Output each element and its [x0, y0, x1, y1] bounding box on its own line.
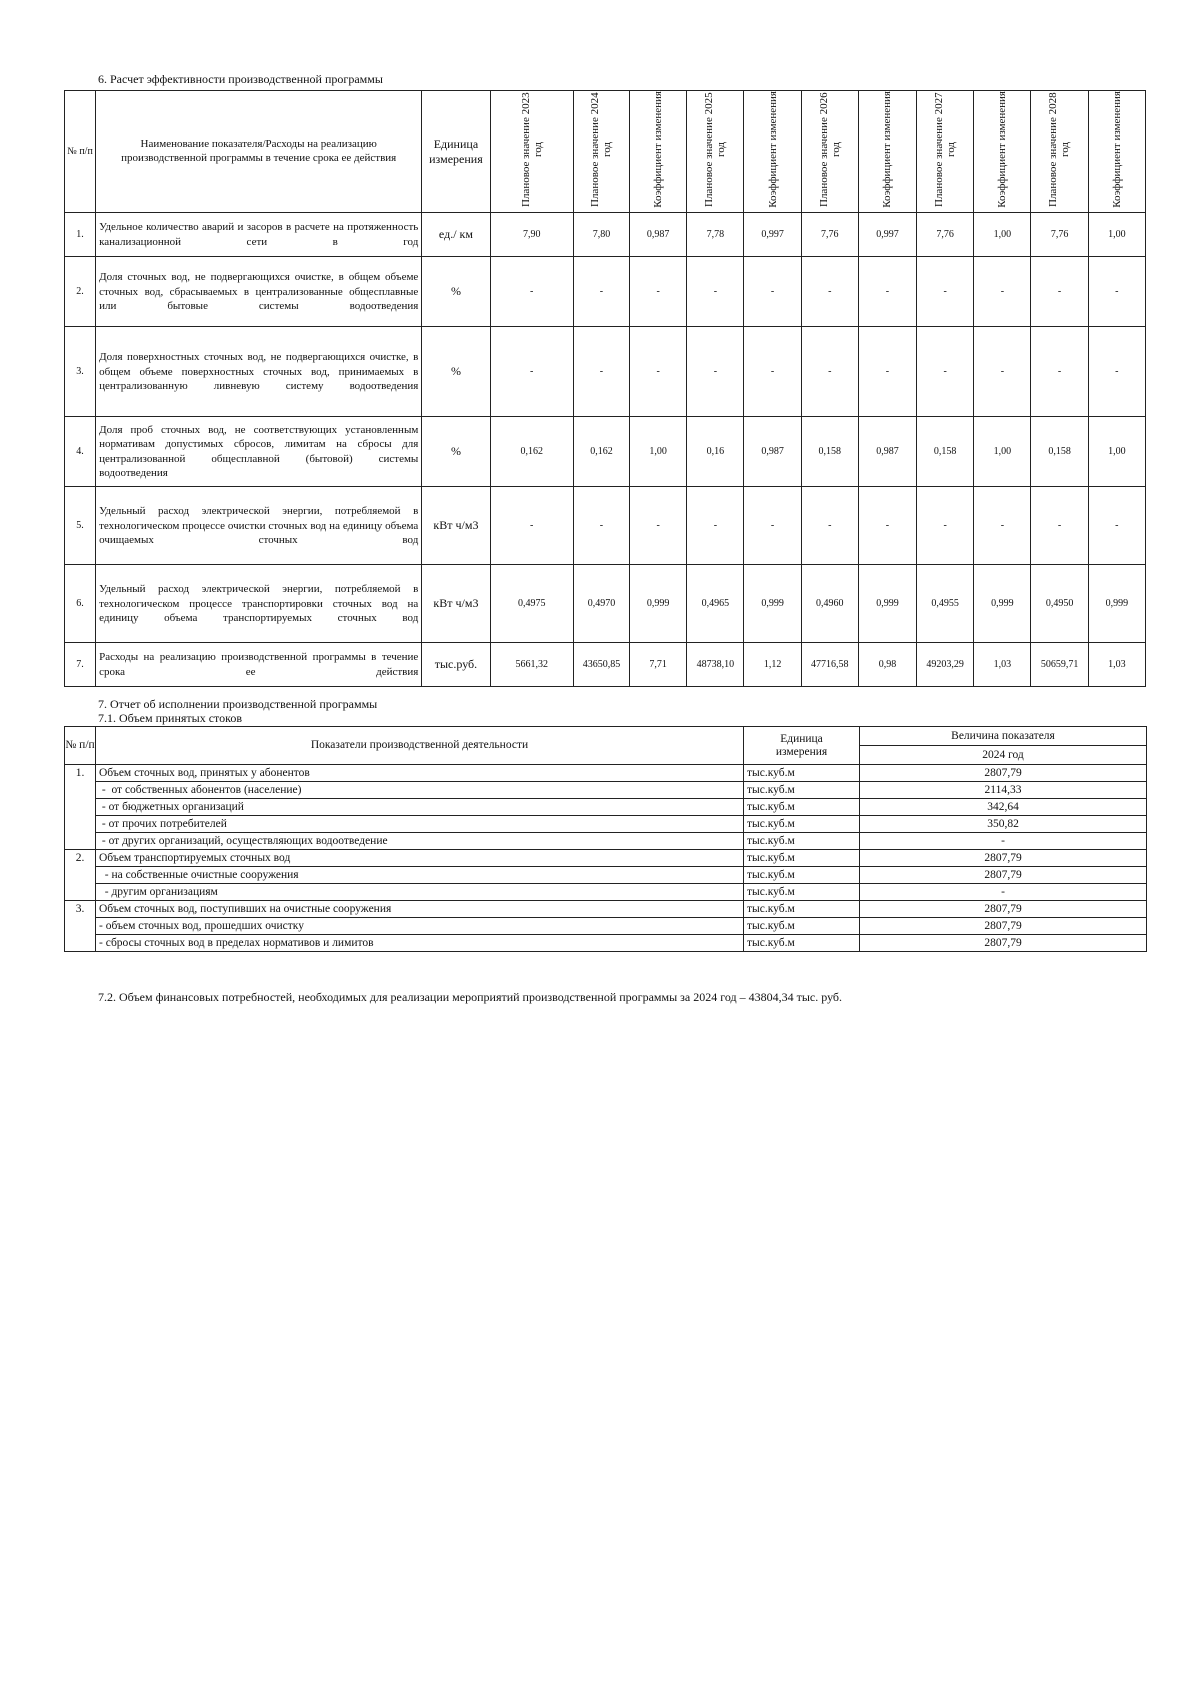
indicator-value: 0,999	[744, 565, 801, 643]
indicator-value: 0,158	[917, 417, 974, 487]
indicator-value: 1,00	[974, 417, 1031, 487]
efficiency-row	[65, 257, 1146, 327]
volume-indicator-unit: тыс.куб.м	[744, 799, 860, 816]
volume-row	[65, 816, 1147, 833]
indicator-value: 1,12	[744, 643, 801, 687]
volume-row	[65, 799, 1147, 816]
indicator-value: -	[1031, 487, 1088, 565]
indicator-unit: %	[422, 257, 490, 327]
volume-indicator-unit: тыс.куб.м	[744, 867, 860, 884]
indicator-value: -	[573, 487, 629, 565]
volume-row-number	[65, 867, 96, 884]
header-col	[1088, 91, 1145, 213]
indicator-value: 1,00	[974, 213, 1031, 257]
indicator-value: 7,90	[490, 213, 573, 257]
volume-row	[65, 833, 1147, 850]
volume-indicator-name: - другим организациям	[96, 884, 744, 901]
volume-indicator-unit: тыс.куб.м	[744, 935, 860, 952]
indicator-value: 0,98	[858, 643, 916, 687]
vt-header-unit: Единица измерения	[744, 727, 860, 765]
row-number: 5.	[65, 487, 96, 565]
indicator-value: 1,00	[1088, 417, 1145, 487]
volume-indicator-unit: тыс.куб.м	[744, 901, 860, 918]
volume-indicator-name: Объем транспортируемых сточных вод	[96, 850, 744, 867]
indicator-value: 0,4965	[687, 565, 744, 643]
row-number: 2.	[65, 257, 96, 327]
indicator-value: 1,00	[1088, 213, 1145, 257]
row-number: 3.	[65, 327, 96, 417]
header-col	[744, 91, 801, 213]
indicator-value: 7,76	[801, 213, 858, 257]
header-col-label: Плановое значение 2023 год	[519, 92, 544, 207]
indicator-value: -	[744, 487, 801, 565]
volume-row-number	[65, 884, 96, 901]
section-7-1-subtitle: 7.1. Объем принятых стоков	[98, 711, 242, 725]
volume-row-number	[65, 816, 96, 833]
volume-indicator-name: - от других организаций, осуществляющих водоотведение	[96, 833, 744, 850]
header-name: Наименование показателя/Расходы на реализацию производственной программы в течение срока ее действия	[96, 91, 422, 213]
header-col	[573, 91, 629, 213]
header-col-label: Коэффициент изменения	[996, 91, 1009, 208]
header-col-label: Коэффициент изменения	[881, 91, 894, 208]
indicator-value: -	[917, 487, 974, 565]
indicator-value: -	[573, 257, 629, 327]
volume-indicator-value: -	[860, 833, 1147, 850]
indicator-value: 48738,10	[687, 643, 744, 687]
indicator-value: 49203,29	[917, 643, 974, 687]
volume-indicator-name: - сбросы сточных вод в пределах нормативов и лимитов	[96, 935, 744, 952]
header-col	[1031, 91, 1088, 213]
volume-row-number	[65, 782, 96, 799]
indicator-value: -	[630, 327, 687, 417]
volume-indicator-unit: тыс.куб.м	[744, 918, 860, 935]
volume-row	[65, 884, 1147, 901]
indicator-value: 7,71	[630, 643, 687, 687]
indicator-value: 0,4950	[1031, 565, 1088, 643]
vt-header-year: 2024 год	[860, 746, 1147, 765]
indicator-unit: тыс.руб.	[422, 643, 490, 687]
indicator-value: 0,987	[744, 417, 801, 487]
row-number: 6.	[65, 565, 96, 643]
indicator-value: -	[917, 327, 974, 417]
indicator-value: -	[687, 327, 744, 417]
volume-row	[65, 850, 1147, 867]
indicator-value: 7,80	[573, 213, 629, 257]
header-col-label: Плановое значение 2028 год	[1047, 92, 1072, 207]
indicator-unit: кВт ч/м3	[422, 565, 490, 643]
volume-indicator-name: - от собственных абонентов (население)	[96, 782, 744, 799]
indicator-value: -	[630, 257, 687, 327]
volume-row-number: 3.	[65, 901, 96, 918]
indicator-value: -	[1031, 327, 1088, 417]
indicator-value: 0,4975	[490, 565, 573, 643]
volume-indicator-name: - объем сточных вод, прошедших очистку	[96, 918, 744, 935]
efficiency-row	[65, 565, 1146, 643]
header-col-label: Плановое значение 2027 год	[933, 92, 958, 207]
volume-table-header-row-1	[65, 727, 1147, 746]
indicator-value: -	[744, 327, 801, 417]
indicator-value: 7,78	[687, 213, 744, 257]
indicator-value: 0,162	[490, 417, 573, 487]
vt-header-value: Величина показателя	[860, 727, 1147, 746]
indicator-name: Доля поверхностных сточных вод, не подвергающихся очистке, в общем объеме поверхностных сточных вод, принимаемых в централизованную ливневую систему водоотведения	[96, 327, 422, 417]
volume-indicator-value: 342,64	[860, 799, 1147, 816]
volume-indicator-value: 350,82	[860, 816, 1147, 833]
indicator-value: -	[1088, 487, 1145, 565]
indicator-name: Удельный расход электрической энергии, потребляемой в технологическом процессе очистки сточных вод на единицу объема очищаемых сточных вод	[96, 487, 422, 565]
header-col-label: Коэффициент изменения	[1110, 91, 1123, 208]
efficiency-row	[65, 213, 1146, 257]
header-col	[687, 91, 744, 213]
indicator-value: -	[744, 257, 801, 327]
financial-needs-note: 7.2. Объем финансовых потребностей, необходимых для реализации мероприятий производственной программы за 2024 год – 43804,34 тыс. руб.	[98, 990, 843, 1004]
volume-indicator-name: - на собственные очистные сооружения	[96, 867, 744, 884]
efficiency-row	[65, 643, 1146, 687]
header-col	[490, 91, 573, 213]
efficiency-table	[64, 90, 1146, 687]
volume-row-number: 2.	[65, 850, 96, 867]
volume-row	[65, 782, 1147, 799]
indicator-value: 1,03	[1088, 643, 1145, 687]
vt-header-name: Показатели производственной деятельности	[96, 727, 744, 765]
row-number: 1.	[65, 213, 96, 257]
row-number: 7.	[65, 643, 96, 687]
indicator-value: -	[687, 257, 744, 327]
volume-row-number	[65, 935, 96, 952]
efficiency-row	[65, 327, 1146, 417]
indicator-value: -	[630, 487, 687, 565]
volume-table	[64, 726, 1147, 952]
header-col-label: Плановое значение 2024 год	[589, 92, 614, 207]
header-col	[630, 91, 687, 213]
volume-indicator-value: 2807,79	[860, 765, 1147, 782]
efficiency-row	[65, 417, 1146, 487]
efficiency-row	[65, 487, 1146, 565]
volume-row-number: 1.	[65, 765, 96, 782]
volume-indicator-value: -	[860, 884, 1147, 901]
indicator-value: -	[801, 487, 858, 565]
indicator-value: -	[974, 257, 1031, 327]
volume-indicator-value: 2807,79	[860, 918, 1147, 935]
indicator-value: 5661,32	[490, 643, 573, 687]
indicator-value: 0,997	[744, 213, 801, 257]
indicator-value: 0,158	[1031, 417, 1088, 487]
indicator-value: -	[490, 257, 573, 327]
volume-indicator-value: 2807,79	[860, 935, 1147, 952]
header-num: № п/п	[65, 91, 96, 213]
indicator-value: -	[573, 327, 629, 417]
indicator-name: Удельный расход электрической энергии, потребляемой в технологическом процессе транспортировки сточных вод на единицу объема транспортируемых сточных вод	[96, 565, 422, 643]
indicator-unit: %	[422, 417, 490, 487]
indicator-value: 0,999	[630, 565, 687, 643]
indicator-value: -	[490, 487, 573, 565]
indicator-value: -	[974, 487, 1031, 565]
volume-row-number	[65, 799, 96, 816]
section-6-title: 6. Расчет эффективности производственной программы	[98, 72, 383, 86]
indicator-name: Доля проб сточных вод, не соответствующих установленным нормативам допустимых сбросов, лимитам на сбросы для централизованной общесплавной (бытовой) системы водоотведения	[96, 417, 422, 487]
header-col-label: Коэффициент изменения	[652, 91, 665, 208]
volume-indicator-value: 2807,79	[860, 850, 1147, 867]
indicator-unit: кВт ч/м3	[422, 487, 490, 565]
indicator-value: 50659,71	[1031, 643, 1088, 687]
volume-row	[65, 901, 1147, 918]
indicator-value: 0,4960	[801, 565, 858, 643]
header-col	[858, 91, 916, 213]
volume-indicator-name: - от прочих потребителей	[96, 816, 744, 833]
volume-indicator-unit: тыс.куб.м	[744, 782, 860, 799]
indicator-value: -	[858, 327, 916, 417]
indicator-value: 0,997	[858, 213, 916, 257]
indicator-value: -	[1031, 257, 1088, 327]
indicator-value: -	[858, 487, 916, 565]
indicator-value: 0,987	[858, 417, 916, 487]
indicator-name: Удельное количество аварий и засоров в расчете на протяженность канализационной сети в год	[96, 213, 422, 257]
indicator-value: 0,158	[801, 417, 858, 487]
header-col-label: Плановое значение 2025 год	[703, 92, 728, 207]
volume-indicator-value: 2807,79	[860, 867, 1147, 884]
header-col	[974, 91, 1031, 213]
header-col-label: Коэффициент изменения	[766, 91, 779, 208]
volume-indicator-value: 2807,79	[860, 901, 1147, 918]
volume-indicator-unit: тыс.куб.м	[744, 850, 860, 867]
volume-indicator-name: - от бюджетных организаций	[96, 799, 744, 816]
row-number: 4.	[65, 417, 96, 487]
indicator-value: -	[974, 327, 1031, 417]
volume-indicator-unit: тыс.куб.м	[744, 833, 860, 850]
indicator-value: 7,76	[1031, 213, 1088, 257]
volume-indicator-value: 2114,33	[860, 782, 1147, 799]
vt-header-num: № п/п	[65, 727, 96, 765]
indicator-value: 0,4955	[917, 565, 974, 643]
indicator-value: 1,00	[630, 417, 687, 487]
indicator-value: -	[801, 257, 858, 327]
volume-row	[65, 765, 1147, 782]
indicator-value: 0,987	[630, 213, 687, 257]
indicator-value: -	[1088, 257, 1145, 327]
indicator-value: 0,999	[1088, 565, 1145, 643]
indicator-value: 0,4970	[573, 565, 629, 643]
volume-indicator-name: Объем сточных вод, принятых у абонентов	[96, 765, 744, 782]
indicator-value: 0,999	[974, 565, 1031, 643]
volume-indicator-unit: тыс.куб.м	[744, 884, 860, 901]
volume-indicator-unit: тыс.куб.м	[744, 765, 860, 782]
indicator-value: -	[801, 327, 858, 417]
volume-indicator-name: Объем сточных вод, поступивших на очистные сооружения	[96, 901, 744, 918]
indicator-value: 0,16	[687, 417, 744, 487]
indicator-name: Расходы на реализацию производственной программы в течение срока ее действия	[96, 643, 422, 687]
indicator-value: 43650,85	[573, 643, 629, 687]
volume-row-number	[65, 918, 96, 935]
volume-indicator-unit: тыс.куб.м	[744, 816, 860, 833]
indicator-value: -	[858, 257, 916, 327]
indicator-name: Доля сточных вод, не подвергающихся очистке, в общем объеме сточных вод, сбрасываемых в централизованные общесплавные или бытовые системы водоотведения	[96, 257, 422, 327]
indicator-unit: ед./ км	[422, 213, 490, 257]
volume-row-number	[65, 833, 96, 850]
indicator-value: -	[917, 257, 974, 327]
indicator-value: 7,76	[917, 213, 974, 257]
volume-row	[65, 918, 1147, 935]
indicator-value: 47716,58	[801, 643, 858, 687]
indicator-value: -	[1088, 327, 1145, 417]
efficiency-table-header	[65, 91, 1146, 213]
section-7-title: 7. Отчет об исполнении производственной программы	[98, 697, 378, 711]
header-unit: Единица измерения	[422, 91, 490, 213]
indicator-value: -	[490, 327, 573, 417]
header-col-label: Плановое значение 2026 год	[817, 92, 842, 207]
indicator-unit: %	[422, 327, 490, 417]
volume-row	[65, 935, 1147, 952]
volume-row	[65, 867, 1147, 884]
indicator-value: 1,03	[974, 643, 1031, 687]
indicator-value: 0,162	[573, 417, 629, 487]
indicator-value: -	[687, 487, 744, 565]
header-col	[801, 91, 858, 213]
indicator-value: 0,999	[858, 565, 916, 643]
header-col	[917, 91, 974, 213]
